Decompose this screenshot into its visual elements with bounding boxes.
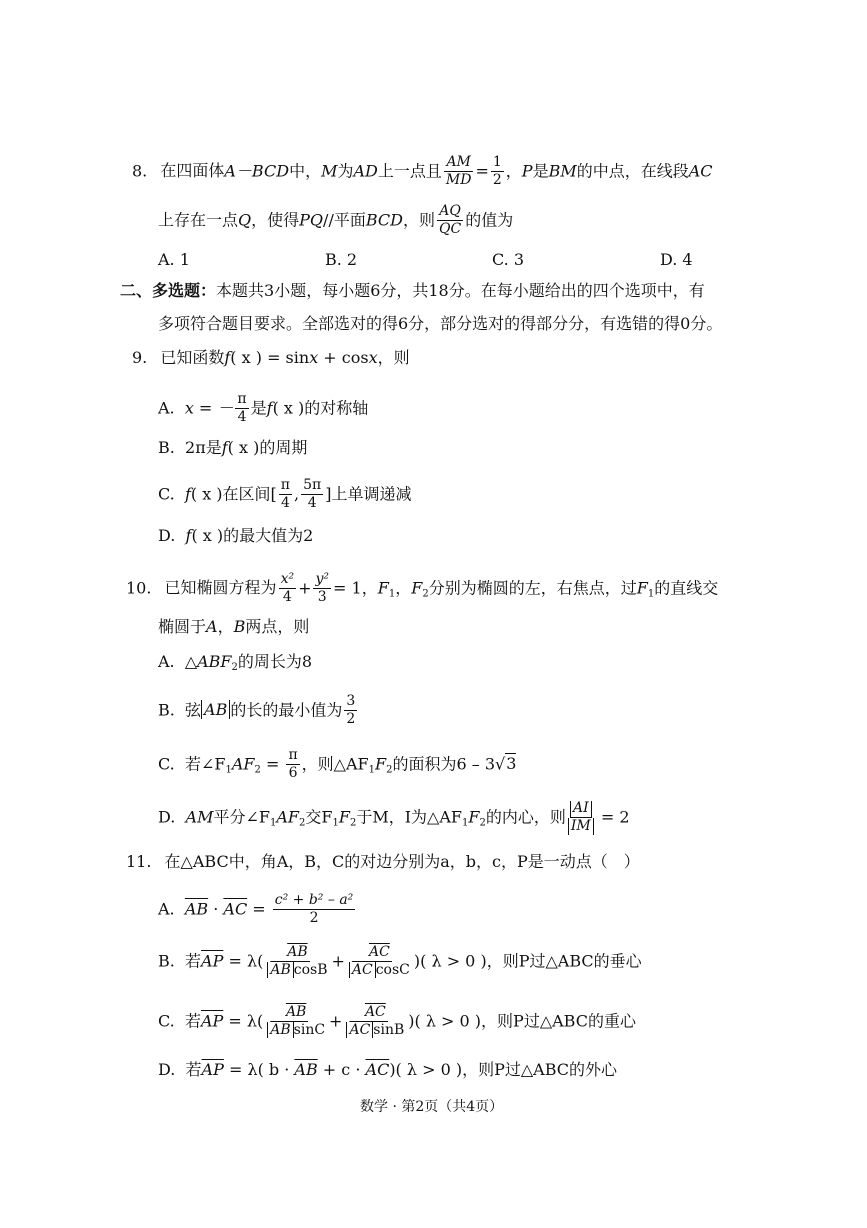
question-8-line1: 8. 在四面体A－BCD中，M为AD上一点且 $\frac{AM}{MD}$ = $\frac{1}{2}$ ，P是BM的中点，在线段AC [132,154,713,189]
q10-option-a: A. $\triangle ABF_2$的周长为8 [158,652,313,673]
question-number: 10. [126,578,152,598]
question-number: 11. [126,852,152,871]
q10-option-b: B. 弦 AB 的长的最小值为 $\frac{3}{2}$ [158,693,356,728]
q9-option-d: D. f( x )的最大值为2 [158,526,314,545]
question-number: 9. [132,348,148,367]
question-10-line1: 10. 已知椭圆方程为 $\frac{\text{x²}}{4}$ + $\frac{\text{y²}}{3}$ = 1，$F_1$，$F_2$分别为椭圆的左，右焦点，过$F_1$的直线交 [126,571,719,606]
q10-option-c: C. 若$\angle F_1AF_2$ = $\frac{\pi}{6}$ ，则$\triangle AF_1F_2$的面积为6 – 3√3 [158,747,517,782]
q9-option-c: C. f( x )在区间[ $\frac{\pi}{4}$ , $\frac{5\pi}{4}$ ]上单调递减 [158,477,412,512]
fraction-half: $\frac{1}{2}$ [492,154,502,189]
q8-option-d: D. 4 [660,250,693,269]
q11-option-b: B. 若$\overline{AP} = \lambda$( $\frac{\overline{AB}}{\overline{AB} \cos B}$ + $\frac{\overline{AC}}{\overline{AC} \cos C}$ )( λ > 0 )，则P过△ABC的垂心 [158,944,642,979]
ratio-aq-qc: $\frac{AQ}{QC}$ [438,203,462,238]
question-10-line2: 椭圆于A，B两点，则 [158,617,310,636]
page-footer: 数学 · 第2页（共4页） [360,1099,504,1115]
section-instructions-2: 多项符合题目要求。全部选对的得6分，部分选对的得部分分，有选错的得0分。 [158,314,723,333]
section-2-header [120,283,705,299]
q9-option-b: B. 2π是f( x )的周期 [158,438,308,457]
section-title: 二、多选题： [120,281,217,300]
q8-option-b: B. 2 [325,250,358,269]
q10-option-d: D. AM平分$\angle F_1AF_2$交$F_1F_2$于M，I为$\triangle AF_1F_2$的内心，则 $\frac{AI}{IM}$ = 2 [158,800,630,835]
q11-option-d: D. 若$\overline{AP} = \lambda$( $b \cdot \overline{AB} + c \cdot \overline{AC}$)( λ > 0 )，则P过△ABC的外心 [158,1060,618,1079]
question-number: 8. [132,161,148,181]
q8-option-a: A. 1 [158,250,190,269]
q9-option-a: A. x = － $\frac{\pi}{4}$ 是f( x )的对称轴 [158,391,369,426]
q11-option-a: A. $\overline{AB} \cdot \overline{AC}$ = $\frac{\text{c² + b² – a²}}{2}$ [158,892,354,927]
ratio-am-md: $\frac{AM}{MD}$ [445,154,472,189]
section-instructions-1: 本题共3小题，每小题6分，共18分。在每小题给出的四个选项中，有 [216,281,705,300]
question-9-stem: 9. 已知函数f( x ) = sinx + cosx，则 [132,348,410,367]
question-8-line2: 上存在一点Q，使得PQ//平面BCD，则 $\frac{AQ}{QC}$ 的值为 [158,203,514,238]
q8-option-c: C. 3 [492,250,525,269]
question-11-stem: 11. 在△ABC中，角A，B，C的对边分别为a，b，c，P是一动点（ ） [126,852,640,871]
q11-option-c: C. 若$\overline{AP} = \lambda$( $\frac{\overline{AB}}{\overline{AB} \sin C}$ + $\frac{\overline{AC}}{\overline{AC} \sin B}$ )( λ > 0 )，则P过△ABC的重心 [158,1004,636,1039]
